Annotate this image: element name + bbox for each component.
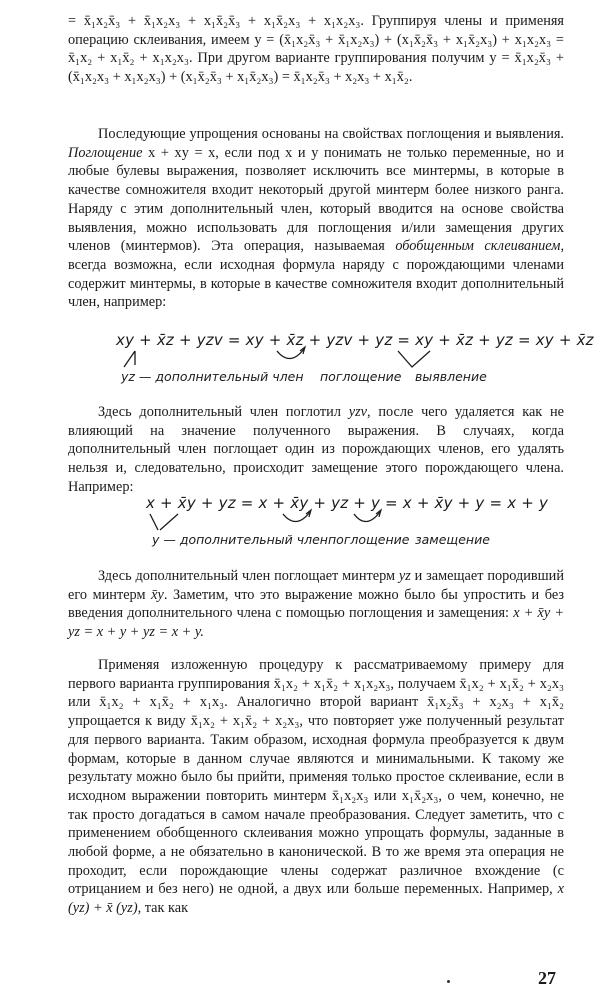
text-run: и замещает породивший его минтерм bbox=[68, 568, 564, 603]
figure2-label-term: y — дополнительный член bbox=[152, 532, 328, 547]
text-run: . Заметим, что это выражение можно было бы упростить и без введения дополнительного члена с помощью поглощения и замещения: bbox=[68, 586, 564, 622]
term-italic: yzv bbox=[348, 404, 367, 420]
formula-inline: x̄₁x₂ + x₁x̄₂ + x₂x₃ bbox=[190, 713, 300, 730]
arrow-converge bbox=[124, 351, 135, 367]
text-run: . Аналогично второй вариант bbox=[224, 694, 428, 711]
figure2-formula: x + x̄y + yz = x + x̄y + yz + y = x + x̄y + y = x + y bbox=[146, 494, 549, 512]
formula-inline: x̄₁x₂ + x₁x̄₂ + x₁x₃ bbox=[99, 694, 225, 711]
formula-inline: x (yz) + x̄ (yz) bbox=[68, 881, 564, 917]
paragraph-procedure bbox=[68, 656, 564, 918]
figure-absorption-example bbox=[0, 327, 600, 391]
term-italic: x̄y bbox=[151, 586, 164, 603]
text-run: или bbox=[368, 787, 402, 804]
figure1-formula: xy + x̄z + yzv = xy + x̄z + yzv + yz = xy + x̄z + yz = xy + x̄z bbox=[116, 331, 594, 349]
text-run: или bbox=[68, 694, 100, 711]
text-run: Последующие упрощения основаны на свойствах поглощения и выявления. bbox=[98, 126, 564, 142]
arrow-reveal bbox=[398, 351, 430, 367]
term-italic: yz bbox=[398, 568, 411, 584]
text-run: , так как bbox=[137, 900, 189, 917]
text-run: При другом варианте группирования получим bbox=[192, 50, 490, 67]
figure1-label-reveal: выявление bbox=[415, 369, 487, 384]
formula-inline: x̄₁x₂ + x₁x̄₂ + x₂x₃ bbox=[459, 675, 564, 692]
paragraph-simplification bbox=[68, 567, 564, 642]
figure1-label-term: yz — дополнительный член bbox=[121, 369, 304, 384]
text-run: , получаем bbox=[390, 675, 460, 692]
formula-inline: y = x̄₁x₂x̄₃ + (x̄₁x₂x₃ + x₁x₂x₃) + (x₁x̄₂x̄₃ + x₁x̄₂x₃) = x̄₁x₂x̄₃ + x₂x₃ + x₁x̄₂. bbox=[68, 50, 564, 86]
term-italic: обобщенным склеиванием bbox=[395, 238, 561, 255]
figure-replacement-example bbox=[0, 490, 600, 554]
text-run: , что повторяет уже полученный результат для первого варианта. Таким образом, исходная формула преобразуется к двум формам, которые в данном случае являются и минимальными. К такому же результату можно было бы прийти, применяя только простое склеивание, если в исходном выражении повторить минтерм bbox=[68, 713, 564, 804]
figure2-label-absorb: поглощение bbox=[328, 532, 410, 547]
term-italic: Поглощение bbox=[68, 144, 143, 161]
formula-inline: x̄₁x₂ + x₁x̄₂ + x₁x₂x₃ bbox=[273, 675, 391, 692]
page-number: 27 bbox=[538, 968, 556, 988]
text-run: , о чем, конечно, не так просто догадаться в самом начале преобразования. Следует заметить, что с применением обобщенного склеивания можно упрощать формулы, заданные в любой форме, а не обязательно в канонической. В то же время эта операция не проходит, если порождающие члены содержат различное вхождение (с отрицанием и без него) не одной, а двух или больше переменных. Например, bbox=[68, 787, 564, 898]
text-run: x + xy = x, если под x и y понимать не только переменные, но и любые булевы выражения, позволяет исключить все минтермы, в которые в качестве сомножителя входит некоторый другой минтерм более низкого ранга. Наряду с этим дополнительный член, который вводится на основе свойства выявления, можно использовать для поглощения и/или замещения других членов (минтермов). Эта операция, называемая bbox=[68, 144, 564, 255]
text-run: Здесь дополнительный член поглощает минтерм bbox=[98, 568, 399, 584]
figure2-label-replace: замещение bbox=[415, 532, 490, 547]
paragraph-absorption bbox=[68, 125, 564, 312]
formula-inline: y = (x̄₁x₂x̄₃ + x̄₁x₂x₃) + (x₁x̄₂x̄₃ + x₁x̄₂x₃) + x₁x₂x₃ = x̄₁x₂ + x₁x̄₂ + x₁x₂x₃. bbox=[68, 31, 564, 67]
figure1-label-absorb: поглощение bbox=[320, 369, 402, 384]
paragraph-replacement bbox=[68, 403, 564, 497]
text-run: = x̄₁x₂x̄₃ + x̄₁x₂x₃ + x₁x̄₂x̄₃ + x₁x̄₂x₃ + x₁x₂x₃. Группируя члены и применяя операцию склеивания, имеем bbox=[68, 13, 564, 48]
text-run: , всегда возможна, если исходная формула наряду с порождающими членами содержит минтермы, в которые в качестве сомножителя входит дополнительный член, например: bbox=[68, 238, 565, 311]
text-run: Здесь дополнительный член поглотил bbox=[98, 404, 349, 420]
formula-inline: x + x̄y + yz = x + y + yz = x + y. bbox=[68, 605, 565, 641]
arrow-converge bbox=[150, 514, 178, 530]
formula-inline: x̄₁x₂x̄₃ + x₂x₃ + x₁x̄₂ bbox=[427, 694, 565, 711]
text-run: , после чего удаляется как не влияющий на значение полученного выражения. В случаях, когда дополнительный член поглощает один из порождающих членов, его удалять нельзя и, следовательно, происходит замещение этого порождающего члена. Например: bbox=[68, 404, 564, 495]
formula-inline: x₁x̄₂x₃ bbox=[401, 787, 439, 804]
text-run: Применяя изложенную процедуру к рассматриваемому примеру для первого варианта группирования bbox=[68, 657, 564, 692]
print-speck bbox=[447, 980, 450, 983]
text-run: упрощается к виду bbox=[68, 713, 191, 730]
paragraph-grouping bbox=[68, 12, 564, 87]
formula-inline: x̄₁x₂x₃ bbox=[331, 787, 369, 804]
